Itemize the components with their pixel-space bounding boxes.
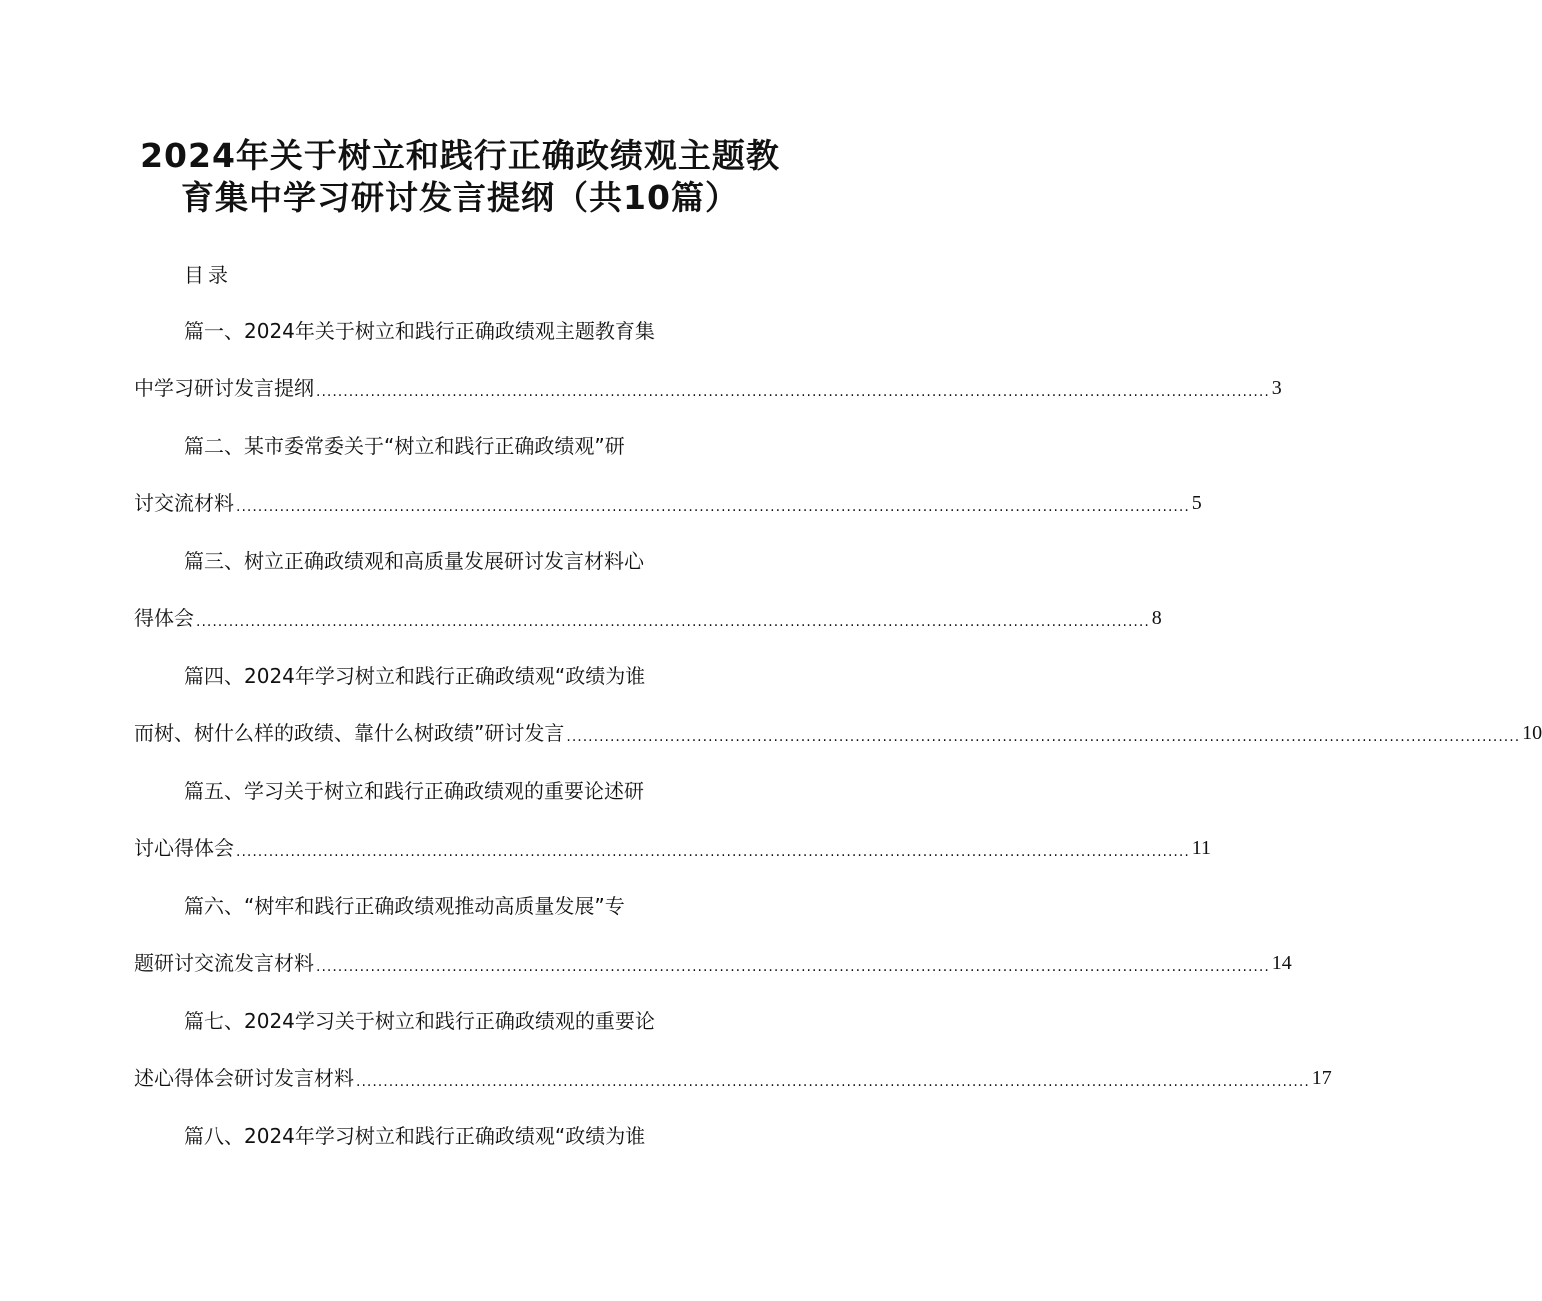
toc-entry-title-line-2: 讨心得体会 bbox=[134, 836, 234, 860]
toc-page-number: 14 bbox=[1271, 952, 1292, 974]
toc-entry-title-line-1: 篇六、“树牢和践行正确政绩观推动高质量发展”专 bbox=[184, 894, 625, 918]
toc-dot-leader: ............................................................................................................................................................................... bbox=[236, 844, 1190, 860]
toc-entry-title-line-1: 篇一、2024年关于树立和践行正确政绩观主题教育集 bbox=[184, 319, 655, 343]
toc-entry-title-line-2-row bbox=[134, 488, 1202, 518]
toc-entry-title-line-1: 篇八、2024年学习树立和践行正确政绩观“政绩为谁 bbox=[184, 1124, 646, 1148]
toc-entry-title-line-2-row bbox=[134, 373, 1282, 403]
toc-entry-title-line-2: 而树、树什么样的政绩、靠什么树政绩”研讨发言 bbox=[134, 721, 565, 745]
toc-page-number: 5 bbox=[1191, 492, 1202, 514]
toc-entry-title-line-2-row bbox=[134, 718, 1542, 748]
toc-entry-title-line-2-row bbox=[134, 603, 1162, 633]
document-title-line-2: 育集中学习研讨发言提纲（共10篇） bbox=[181, 178, 739, 217]
toc-entry-title-line-1: 篇七、2024学习关于树立和践行正确政绩观的重要论 bbox=[184, 1009, 655, 1033]
toc-entry-title-line-2: 题研讨交流发言材料 bbox=[134, 951, 314, 975]
toc-entry-title-line-2: 讨交流材料 bbox=[134, 491, 234, 515]
toc-entry-title-line-1: 篇三、树立正确政绩观和高质量发展研讨发言材料心 bbox=[184, 549, 644, 573]
toc-dot-leader: ............................................................................................................................................................................... bbox=[196, 614, 1150, 630]
toc-entry-title-line-2: 中学习研讨发言提纲 bbox=[134, 376, 314, 400]
toc-page-number: 8 bbox=[1151, 607, 1162, 629]
toc-entry-title-line-2-row bbox=[134, 948, 1292, 978]
toc-heading: 目录 bbox=[184, 263, 232, 287]
toc-dot-leader: ............................................................................................................................................................................... bbox=[316, 959, 1270, 975]
toc-page-number: 11 bbox=[1191, 837, 1212, 859]
toc-entry-title-line-2-row bbox=[134, 1063, 1332, 1093]
toc-entry-title-line-1: 篇五、学习关于树立和践行正确政绩观的重要论述研 bbox=[184, 779, 644, 803]
toc-dot-leader: ............................................................................................................................................................................... bbox=[566, 729, 1521, 745]
toc-page-number: 10 bbox=[1522, 722, 1542, 744]
toc-entry-title-line-2: 述心得体会研讨发言材料 bbox=[134, 1066, 354, 1090]
toc-dot-leader: ............................................................................................................................................................................... bbox=[236, 499, 1190, 515]
toc-entry-title-line-2-row bbox=[134, 833, 1212, 863]
toc-entry-title-line-1: 篇二、某市委常委关于“树立和践行正确政绩观”研 bbox=[184, 434, 625, 458]
toc-entry-title-line-2: 得体会 bbox=[134, 606, 194, 630]
document-title-line-1: 2024年关于树立和践行正确政绩观主题教 bbox=[140, 136, 780, 175]
toc-entry-title-line-1: 篇四、2024年学习树立和践行正确政绩观“政绩为谁 bbox=[184, 664, 646, 688]
toc-page-number: 3 bbox=[1271, 377, 1282, 399]
toc-dot-leader: ............................................................................................................................................................................... bbox=[356, 1074, 1310, 1090]
toc-dot-leader: ............................................................................................................................................................................... bbox=[316, 384, 1270, 400]
toc-page-number: 17 bbox=[1311, 1067, 1332, 1089]
